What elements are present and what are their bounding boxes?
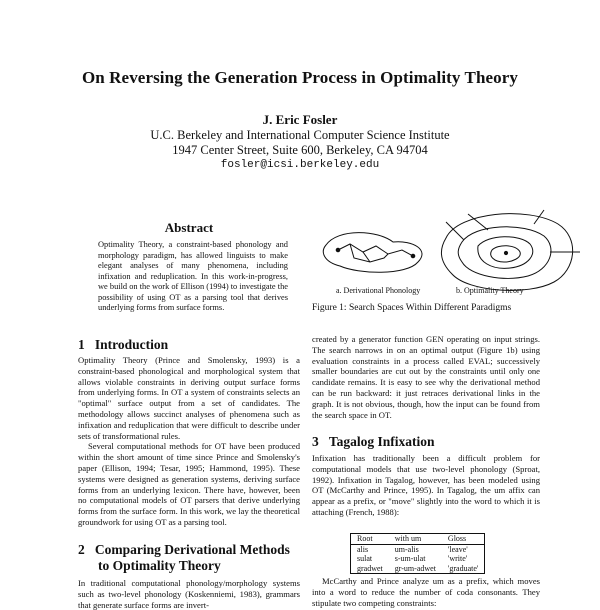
gloss-header-root: Root bbox=[351, 534, 389, 544]
gloss-table bbox=[351, 534, 484, 573]
paper-title: On Reversing the Generation Process in Optimality Theory bbox=[81, 68, 519, 87]
gloss-cell: 'leave' bbox=[447, 544, 468, 554]
affiliation-line-2: 1947 Center Street, Suite 600, Berkeley, CA 94704 bbox=[172, 143, 428, 157]
gloss-cell: 'graduate' bbox=[447, 563, 479, 573]
gloss-cell: sulat bbox=[357, 554, 373, 563]
left-column-intro bbox=[78, 355, 300, 528]
intro-paragraph-2: Several computational methods for OT have been produced within the short amount of time since Prince and Smolensky's paper (Ellison, 1994; Tesar, 1995; Hammond, 1995). These systems were designed as generation systems, deriving surface forms from an underlying lexicon. There have, however, been no computational models of OT parsers that derive underlying forms from the surface form. In this work, we lay the theoretical groundwork for using OT as a parsing tool. bbox=[78, 441, 300, 527]
gloss-cell: gr-um-adwet bbox=[394, 563, 436, 573]
abstract-text: Optimality Theory, a constraint-based phonology and morphology paradigm, has allowed linguists to make elegant analyses of many phenomena, including infixation and reduplication. In this work-in-progress, we build on the work of Ellison (1994) to investigate the possibility of using OT as a parsing tool that derives underlying forms from surface forms. bbox=[98, 240, 288, 312]
section-2-title-line-2: to Optimality Theory bbox=[98, 558, 221, 573]
left-column-comparing bbox=[78, 578, 300, 610]
gloss-header-with-um: with um bbox=[389, 534, 442, 544]
section-3-title: Tagalog Infixation bbox=[328, 434, 435, 449]
table-row bbox=[351, 554, 484, 564]
section-1-title: Introduction bbox=[94, 337, 169, 352]
intro-paragraph-1: Optimality Theory (Prince and Smolensky, 1993) is a constraint-based phonological and morphological system that allows violable constraints in deriving output surface forms from underlying forms. In OT a system of constraints selects an "optimal" surface output from a set of candidates. The methodology allows succinct analyses of phenomena such as infixation and reduplication that were difficult to describe under sets of transformational rules. bbox=[78, 355, 300, 441]
section-3-heading bbox=[312, 434, 435, 450]
abstract-heading: Abstract bbox=[164, 220, 214, 235]
gloss-header-gloss: Gloss bbox=[442, 534, 484, 544]
section-2-heading bbox=[78, 542, 290, 574]
author-name: J. Eric Fosler bbox=[262, 112, 338, 127]
figure-1-caption: Figure 1: Search Spaces Within Different Paradigms bbox=[312, 303, 512, 313]
tagalog-paragraph-2-block bbox=[312, 576, 540, 608]
right-column-paragraph-1: created by a generator function GEN operating on input strings. The search narrows in on an optimal output (Figure 1b) using evaluation constraints in a process called EVAL; successively smaller boundaries are cut out by the constraints until only one candidate remains. It is easy to see why the derivational method can be run backward: it just retraces derivational links in the graph. It is not obvious, though, how the input can be found from the search space in OT. bbox=[312, 334, 540, 420]
gloss-cell: 'write' bbox=[447, 554, 468, 563]
section-2-number: 2 bbox=[78, 542, 85, 557]
tagalog-paragraph-1: Infixation has traditionally been a difficult problem for computational models that use two-level phonology (Sproat, 1992). Infixation in Tagalog, however, has been modeled using OT (McCarthy and Prince, 1995). In Tagalog, the um affix can appear as a prefix, or "move" slightly into the word to which it is attaching (French, 1988): bbox=[312, 453, 540, 517]
figure-1a-derivational-graph bbox=[323, 233, 422, 273]
right-column-continued bbox=[312, 334, 540, 420]
section-3-number: 3 bbox=[312, 434, 319, 449]
tagalog-paragraph-1-block bbox=[312, 453, 540, 518]
figure-1a-label: a. Derivational Phonology bbox=[336, 286, 421, 295]
affiliation-line-1: U.C. Berkeley and International Computer Science Institute bbox=[150, 128, 450, 142]
figure-1 bbox=[318, 200, 600, 300]
tagalog-gloss-table bbox=[350, 533, 485, 574]
gloss-cell: s-um-ulat bbox=[394, 554, 426, 563]
table-row bbox=[351, 564, 484, 574]
tagalog-paragraph-2: McCarthy and Prince analyze um as a prefix, which moves into a word to reduce the number of coda consonants. They stipulate two competing constraints: bbox=[312, 576, 540, 608]
section-1-heading bbox=[78, 337, 168, 353]
table-row bbox=[351, 544, 484, 554]
gloss-cell: gradwet bbox=[357, 563, 383, 573]
gloss-cell: um-alis bbox=[394, 544, 419, 554]
gloss-table-header-row bbox=[351, 534, 484, 544]
section-2-title-line-1: Comparing Derivational Methods bbox=[94, 542, 290, 557]
comparing-paragraph-1: In traditional computational phonology/morphology systems such as two-level phonology (Koskenniemi, 1983), grammars that generate surface forms are invert- bbox=[78, 578, 300, 610]
figure-1b-optimality-search-space bbox=[441, 210, 580, 290]
author-email: fosler@icsi.berkeley.edu bbox=[220, 159, 380, 171]
figure-1b-label: b. Optimality Theory bbox=[456, 286, 524, 295]
section-1-number: 1 bbox=[78, 337, 85, 352]
gloss-cell: alis bbox=[357, 544, 369, 554]
